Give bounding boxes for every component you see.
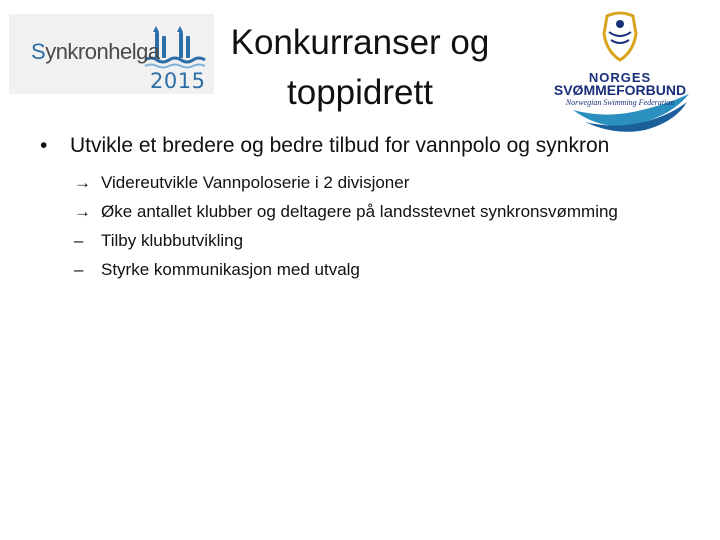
slide-title — [215, 18, 505, 118]
sub-bullet-text: Videreutvikle Vannpoloserie i 2 divisjoner — [101, 173, 410, 192]
sub-bullet-text: Tilby klubbutvikling — [101, 231, 244, 250]
title-line-2: toppidrett — [287, 73, 433, 112]
sub-bullet-item — [74, 255, 710, 284]
bullet-text: Utvikle et bredere og bedre tilbud for vannpolo og synkron — [70, 134, 610, 157]
synkronhelga-wordmark: Synkronhelga — [31, 39, 160, 64]
sub-bullet-text: Styrke kommunikasjon med utvalg — [101, 260, 360, 279]
arrow-right-icon: → — [74, 202, 91, 221]
nsf-line-3: Norwegian Swimming Federation — [565, 98, 675, 107]
dash-mark: – — [74, 231, 84, 250]
nsf-line-2: SVØMMEFORBUND — [553, 82, 687, 98]
bullet-list — [40, 132, 710, 284]
arrow-right-icon: → — [74, 173, 91, 192]
sub-bullet-item — [74, 226, 710, 255]
sub-bullet-item — [74, 168, 710, 197]
synkronhelga-logo — [9, 14, 214, 94]
title-line-1: Konkurranser og — [230, 23, 490, 62]
nsf-logo — [545, 8, 695, 136]
synkronhelga-year: 2015 — [150, 69, 206, 93]
sub-bullet-text: Øke antallet klubber og deltagere på landsstevnet synkronsvømming — [101, 202, 618, 221]
bullet-item — [40, 132, 710, 160]
dash-mark: – — [74, 260, 84, 279]
nsf-line-1: NORGES — [588, 70, 652, 85]
bullet-mark: • — [40, 134, 48, 157]
sub-bullet-list — [74, 168, 710, 284]
sub-bullet-item — [74, 197, 710, 226]
